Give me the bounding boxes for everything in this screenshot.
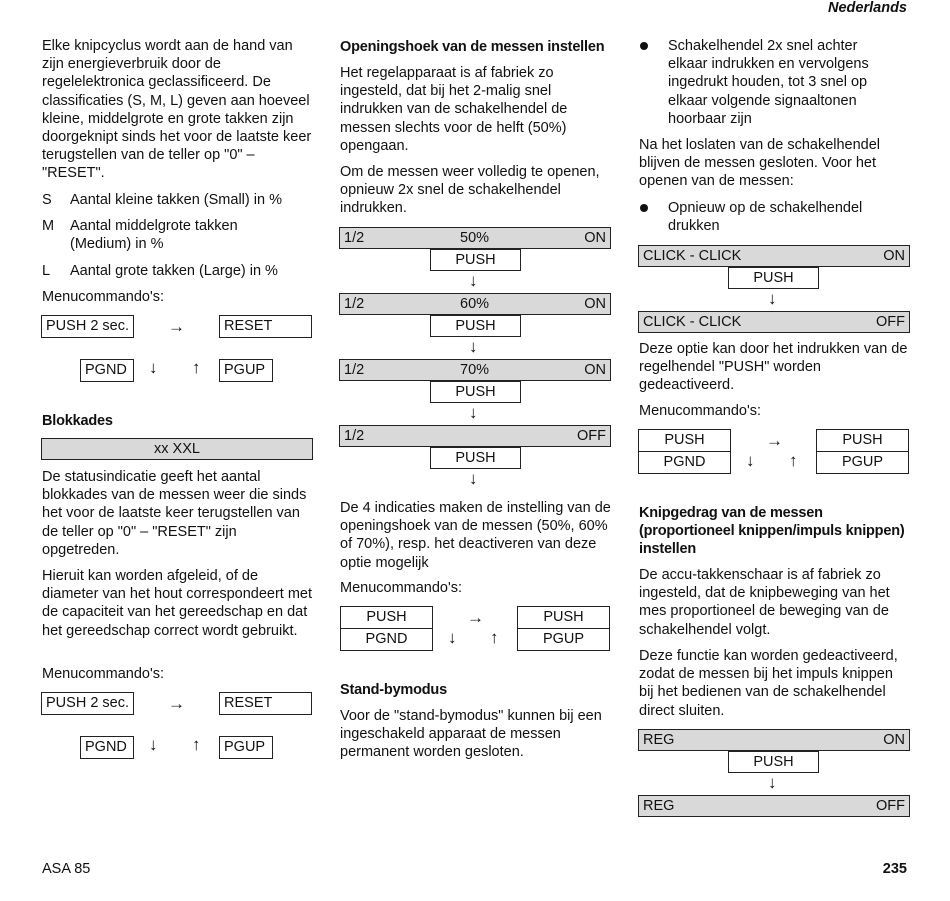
blokkades-text: De statusindicatie geeft het aantal blokkades van de messen weer die sinds het voor de laatste keer terugstellen van de teller op "0" – "RESET" zijn opgetreden. [42, 469, 307, 558]
bar-left: CLICK - CLICK [643, 314, 742, 330]
arrow-down-icon: ↓ [469, 403, 478, 422]
arrow-down-icon: ↓ [746, 451, 755, 470]
bar-mid: 50% [460, 230, 490, 246]
push-box: PUSH [430, 447, 521, 469]
bar-right: ON [584, 296, 606, 312]
bar-right: ON [883, 248, 905, 264]
menu-label-2: Menucommando's: [42, 666, 165, 682]
header-language: Nederlands [828, 0, 907, 16]
footer-model: ASA 85 [42, 861, 91, 877]
arrow-down-icon: ↓ [768, 289, 777, 308]
menu2-pgnd-box: PGND [80, 736, 134, 759]
standby-title: Stand-bymodus [340, 682, 447, 698]
display-click-on [638, 245, 910, 267]
menu2-reset-box: RESET [219, 692, 312, 715]
col2-menu-label: Menucommando's: [340, 580, 463, 596]
openingshoek-title: Openingshoek van de messen instellen [340, 39, 605, 55]
item-l-text: Aantal grote takken (Large) in % [70, 263, 278, 279]
col3-para2: Deze optie kan door het indrukken van de regelhendel "PUSH" worden gedeactiveerd. [639, 341, 908, 394]
bar-left: CLICK - CLICK [643, 248, 742, 264]
display-reg-off [638, 795, 910, 817]
bar-left: 1/2 [344, 230, 365, 246]
push-box: PUSH [728, 267, 819, 289]
col3-bullet2: Opnieuw op de schakelhendel drukken [668, 200, 863, 235]
bar-left: 1/2 [344, 296, 365, 312]
col2-para2: Om de messen weer volledig te openen, opnieuw 2x snel de schakelhendel indrukken. [340, 164, 600, 217]
arrow-right-icon: → [467, 608, 484, 627]
bar-mid: 70% [460, 362, 490, 378]
bar-left: 1/2 [344, 428, 365, 444]
bar-right: ON [883, 732, 905, 748]
hieruit-text: Hieruit kan worden afgeleid, of de diameter van het hout correspondeert met de capaciteit van het gereedschap en dat het gereedschap correct wordt gebruikt. [42, 568, 313, 639]
arrow-up-icon: ↑ [192, 735, 201, 754]
bar-right: OFF [577, 428, 606, 444]
arrow-down-icon: ↓ [469, 469, 478, 488]
menu-pgup-box: PGUP [816, 451, 909, 474]
menu1-reset-box: RESET [219, 315, 312, 338]
menu-pgnd-box: PGND [340, 628, 433, 651]
col3-bullet1: Schakelhendel 2x snel achter elkaar indrukken en vervolgens ingedrukt houden, tot 3 snel op elkaar volgende signaaltonen hoorbaar zijn [668, 38, 869, 127]
arrow-right-icon: → [168, 694, 185, 713]
display-bar-off [339, 425, 611, 447]
arrow-up-icon: ↑ [490, 628, 499, 647]
menu1-pgnd-box: PGND [80, 359, 134, 382]
item-m-key: M [42, 218, 55, 234]
push-box: PUSH [430, 381, 521, 403]
bar-right: OFF [876, 314, 905, 330]
menu1-push-box: PUSH 2 sec. [41, 315, 134, 338]
col2-para3: De 4 indicaties maken de instelling van de openingshoek van de messen (50%, 60% of 70%), resp. het deactiveren van deze optie mogelijk [340, 500, 611, 571]
arrow-down-icon: ↓ [768, 773, 777, 792]
arrow-up-icon: ↑ [789, 451, 798, 470]
arrow-down-icon: ↓ [149, 735, 158, 754]
item-m-text: Aantal middelgrote takken (Medium) in % [70, 218, 238, 253]
menu2-pgup-box: PGUP [219, 736, 273, 759]
menu-push-right-box: PUSH [816, 429, 909, 452]
menu-pgnd-box: PGND [638, 451, 731, 474]
display-bar-50 [339, 227, 611, 249]
menu-pgup-box: PGUP [517, 628, 610, 651]
col3-menu-label: Menucommando's: [639, 403, 762, 419]
push-box: PUSH [430, 249, 521, 271]
menu-push-left-box: PUSH [638, 429, 731, 452]
item-s-text: Aantal kleine takken (Small) in % [70, 192, 282, 208]
bar-left: REG [643, 798, 675, 814]
col3-para3: De accu-takkenschaar is af fabriek zo ingesteld, dat de knipbeweging van het mes proportioneel de beweging van de schakelhendel volgt. [639, 567, 890, 638]
arrow-down-icon: ↓ [149, 358, 158, 377]
push-box: PUSH [430, 315, 521, 337]
display-bar-60 [339, 293, 611, 315]
arrow-down-icon: ↓ [469, 337, 478, 356]
arrow-right-icon: → [168, 317, 185, 336]
item-l-key: L [42, 263, 51, 279]
arrow-right-icon: → [766, 431, 783, 450]
bar-mid: 60% [460, 296, 490, 312]
arrow-down-icon: ↓ [469, 271, 478, 290]
bar-right: OFF [876, 798, 905, 814]
col3-para4: Deze functie kan worden gedeactiveerd, zodat de messen bij het impuls knippen bij het bedienen van de schakelhendel direct sluiten. [639, 648, 898, 719]
bullet-icon [640, 204, 648, 212]
arrow-up-icon: ↑ [192, 358, 201, 377]
bar-right: ON [584, 362, 606, 378]
col1-intro: Elke knipcyclus wordt aan de hand van zijn energieverbruik door de regelelektronica geclassificeerd. De classificaties (S, M, L) geven aan hoeveel kleine, middelgrote en grote takken zijn doorgeknipt sinds het voor de laatste keer terugstellen van de teller op "0" – "RESET". [42, 38, 312, 182]
bar-right: ON [584, 230, 606, 246]
blokkades-title: Blokkades [42, 413, 113, 429]
display-xxl-text: xx XXL [154, 441, 200, 457]
col3-para1: Na het loslaten van de schakelhendel blijven de messen gesloten. Voor het openen van de messen: [639, 137, 881, 190]
display-reg-on [638, 729, 910, 751]
bar-left: REG [643, 732, 675, 748]
bullet-icon [640, 42, 648, 50]
display-xxl [41, 438, 313, 460]
menu-push-left-box: PUSH [340, 606, 433, 629]
item-s-key: S [42, 192, 52, 208]
menu-push-right-box: PUSH [517, 606, 610, 629]
display-click-off [638, 311, 910, 333]
standby-text: Voor de "stand-bymodus" kunnen bij een ingeschakeld apparaat de messen permanent worden gesloten. [340, 708, 602, 761]
knipgedrag-title: Knipgedrag van de messen (proportioneel knippen/impuls knippen) instellen [639, 505, 905, 557]
bar-left: 1/2 [344, 362, 365, 378]
menu1-pgup-box: PGUP [219, 359, 273, 382]
menu2-push-box: PUSH 2 sec. [41, 692, 134, 715]
arrow-down-icon: ↓ [448, 628, 457, 647]
footer-page-number: 235 [882, 861, 907, 877]
display-bar-70 [339, 359, 611, 381]
push-box: PUSH [728, 751, 819, 773]
col2-para1: Het regelapparaat is af fabriek zo ingesteld, dat bij het 2-malig snel indrukken van de schakelhendel de messen slechts voor de helft (50%) opengaan. [340, 65, 568, 154]
menu-label-1: Menucommando's: [42, 289, 165, 305]
